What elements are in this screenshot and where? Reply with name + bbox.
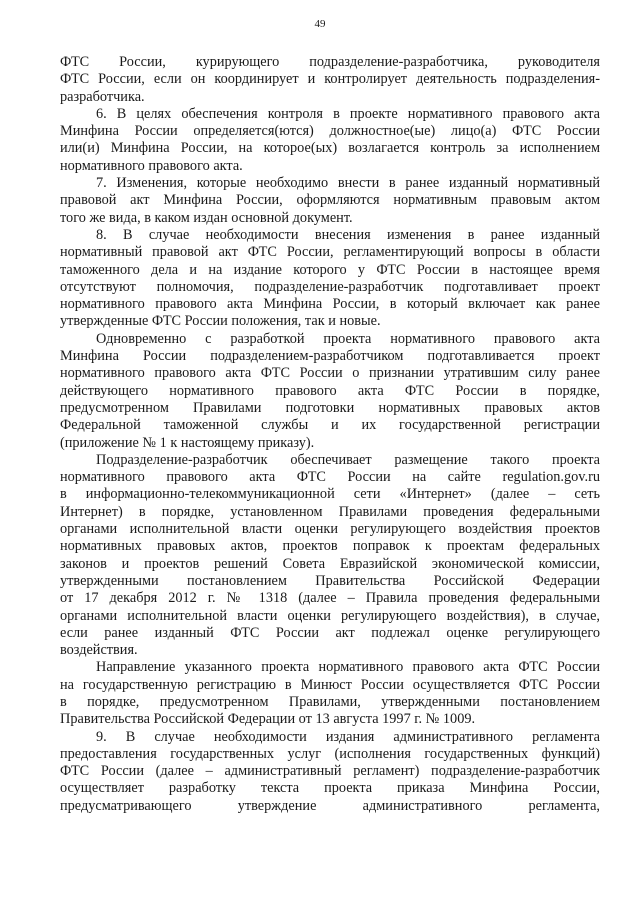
text-line: 6. В целях обеспечения контроля в проекте нормативного правового акта: [96, 105, 600, 122]
text-line: нормативного правового акта ФТС России о признании утратившим силу ранее: [60, 365, 600, 382]
text-line: если ранее изданный ФТС России акт подлежал оценке регулирующего: [60, 624, 600, 641]
text-line: нормативного правового акта ФТС России на сайте regulation.gov.ru: [60, 469, 600, 486]
text-line: Направление указанного проекта нормативного правового акта ФТС России: [96, 659, 600, 676]
text-line: или(и) Минфина России, на которое(ых) возлагается контроль за исполнением: [60, 140, 600, 157]
text-line: правовой акт Минфина России, оформляются нормативным правовым актом: [60, 192, 600, 209]
text-line: от 17 декабря 2012 г. № 1318 (далее – Правила проведения федеральными: [60, 590, 600, 607]
text-line: того же вида, в каком издан основной документ.: [60, 209, 353, 226]
page-number: 49: [314, 18, 326, 30]
text-line: утвержденные ФТС России положения, так и новые.: [60, 313, 381, 330]
text-line: в информационно-телекоммуникационной сети «Интернет» (далее – сеть: [60, 486, 600, 503]
text-line: Минфина России определяется(ются) должностное(ые) лицо(а) ФТС России: [60, 123, 600, 140]
text-line: осуществляет разработку текста проекта приказа Минфина России,: [60, 780, 600, 797]
text-line: органами исполнительной власти оценки регулирующего воздействия проектов: [60, 521, 600, 538]
text-line: ФТС России, курирующего подразделение-разработчика, руководителя: [60, 54, 600, 70]
document-body: [60, 54, 600, 815]
text-line: Минфина России подразделением-разработчиком подготавливается проект: [60, 348, 600, 365]
text-line: Интернет) в порядке, установленном Правилами проведения федеральными: [60, 503, 600, 520]
text-line: воздействия.: [60, 642, 138, 659]
text-line: нормативный правовой акт ФТС России, регламентирующий вопросы в области: [60, 244, 600, 261]
text-line: на государственную регистрацию в Минюст России осуществляется ФТС России: [60, 676, 600, 693]
text-line: отсутствуют полномочия, подразделение-разработчик подготавливает проект: [60, 278, 600, 295]
text-line: законов и проектов решений Совета Евразийской экономической комиссии,: [60, 555, 600, 572]
text-line: Одновременно с разработкой проекта нормативного правового акта: [96, 330, 600, 347]
text-line: ФТС России, если он координирует и контролирует деятельность подразделения-: [60, 71, 600, 88]
text-line: органами исполнительной власти оценки регулирующего воздействия), в случае,: [60, 607, 600, 624]
text-line: 9. В случае необходимости издания административного регламента: [96, 728, 600, 745]
text-line: предусмотренном Правилами подготовки нормативных правовых актов: [60, 399, 600, 416]
text-line: Правительства Российской Федерации от 13 августа 1997 г. № 1009.: [60, 711, 476, 728]
text-line: (приложение № 1 к настоящему приказу).: [60, 434, 315, 451]
text-line: в порядке, предусмотренном Правилами, утвержденными постановлением: [60, 693, 600, 710]
text-line: утвержденными постановлением Правительства Российской Федерации: [60, 572, 600, 589]
text-line: Подразделение-разработчик обеспечивает размещение такого проекта: [96, 451, 600, 468]
text-line: нормативного правового акта.: [60, 157, 243, 174]
text-line: Федеральной таможенной службы и их государственной регистрации: [60, 417, 600, 434]
text-line: 7. Изменения, которые необходимо внести в ранее изданный нормативный: [96, 175, 600, 192]
text-line: ФТС России (далее – административный регламент) подразделение-разработчик: [60, 763, 600, 780]
text-line: нормативных правовых актов, проектов поправок к проектам федеральных: [60, 538, 600, 555]
text-line: нормативного правового акта Минфина России, в который включает как ранее: [60, 296, 600, 313]
text-line: таможенного дела и на издание которого у ФТС России в настоящее время: [60, 261, 600, 278]
text-line: разработчика.: [60, 88, 145, 105]
text-line: предусматривающего утверждение административного регламента,: [60, 797, 600, 814]
text-line: 8. В случае необходимости внесения изменения в ранее изданный: [96, 226, 600, 243]
text-line: предоставления государственных услуг (исполнения государственных функций): [60, 745, 600, 762]
text-line: действующего нормативного правового акта ФТС России в порядке,: [60, 382, 600, 399]
